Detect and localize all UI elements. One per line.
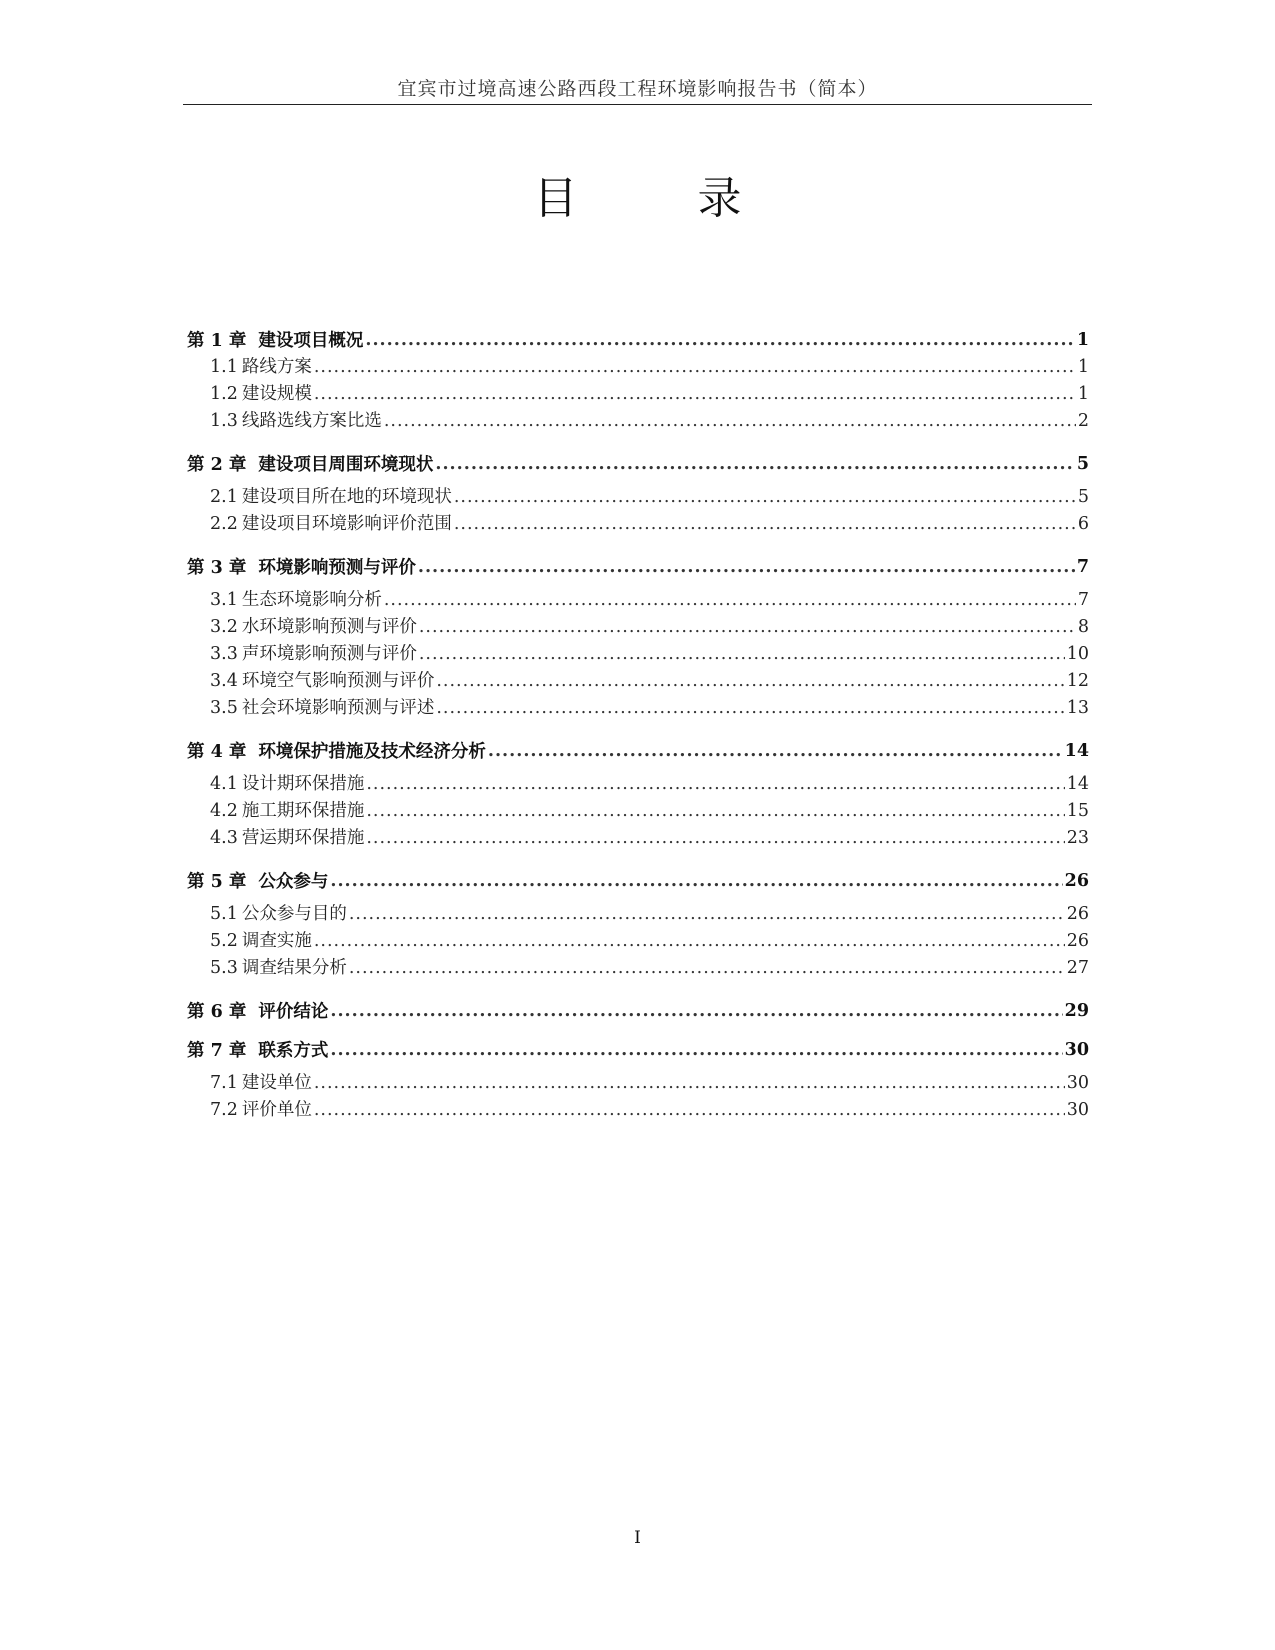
toc-entry-number: 第 7 章	[187, 1041, 247, 1061]
toc-entry-text: 设计期环保措施	[241, 774, 365, 794]
toc-page-number: 10	[1066, 644, 1089, 664]
toc-page-number: 5	[1076, 453, 1089, 474]
toc-page-number: 15	[1066, 801, 1089, 821]
toc-entry-text: 评价结论	[258, 1002, 329, 1022]
toc-entry-label	[210, 1069, 312, 1094]
toc-entry-text: 施工期环保措施	[241, 801, 365, 821]
toc-spacer	[187, 851, 1089, 861]
toc-entry-number: 3.3	[210, 644, 238, 664]
running-header: 宜宾市过境高速公路西段工程环境影响报告书（简本）	[397, 78, 878, 100]
toc-entry-label	[187, 738, 486, 763]
toc-entry-text: 建设项目所在地的环境现状	[241, 487, 452, 507]
toc-entry-text: 路线方案	[241, 357, 312, 377]
toc-entry-number: 5.2	[210, 931, 238, 951]
toc-entry-number: 2.1	[210, 487, 238, 507]
toc-section-entry[interactable]	[187, 640, 1089, 667]
toc-entry-number: 4.3	[210, 828, 238, 848]
toc-entry-text: 公众参与	[258, 872, 329, 892]
toc-entry-text: 公众参与目的	[241, 904, 347, 924]
toc-dot-leader	[436, 671, 1064, 691]
toc-entry-number: 第 3 章	[187, 558, 247, 578]
toc-entry-text: 建设项目环境影响评价范围	[241, 514, 452, 534]
toc-entry-text: 建设单位	[241, 1073, 312, 1093]
toc-entry-text: 调查结果分析	[241, 958, 347, 978]
toc-entry-number: 第 2 章	[187, 455, 247, 475]
toc-page-number: 8	[1077, 617, 1089, 637]
toc-dot-leader	[419, 644, 1065, 664]
toc-dot-leader	[418, 557, 1075, 577]
toc-page-number: 7	[1077, 590, 1089, 610]
toc-page-number: 1	[1077, 384, 1089, 404]
toc-section-entry[interactable]	[187, 667, 1089, 694]
toc-dot-leader	[454, 487, 1076, 507]
toc-page-number: 26	[1066, 904, 1089, 924]
toc-entry-text: 社会环境影响预测与评述	[241, 698, 435, 718]
toc-entry-label	[210, 900, 347, 925]
toc-dot-leader	[314, 357, 1076, 377]
toc-dot-leader	[366, 828, 1064, 848]
toc-entry-number: 第 1 章	[187, 331, 247, 351]
toc-entry-number: 第 5 章	[187, 872, 247, 892]
toc-entry-label	[187, 1037, 328, 1062]
toc-entry-label	[210, 483, 452, 508]
toc-entry-text: 声环境影响预测与评价	[241, 644, 417, 664]
toc-dot-leader	[330, 1040, 1062, 1060]
toc-entry-label	[187, 327, 363, 352]
toc-section-entry[interactable]	[187, 613, 1089, 640]
toc-chapter-entry[interactable]	[187, 1030, 1089, 1069]
toc-entry-label	[210, 613, 417, 638]
toc-page-number: 1	[1077, 357, 1089, 377]
toc-page-number: 2	[1077, 411, 1089, 431]
toc-entry-text: 建设规模	[241, 384, 312, 404]
toc-page-number: 1	[1076, 329, 1089, 350]
toc-page-number: 5	[1077, 487, 1089, 507]
toc-spacer	[187, 721, 1089, 731]
toc-entry-number: 5.1	[210, 904, 238, 924]
toc-page-number: 6	[1077, 514, 1089, 534]
toc-entry-number: 1.3	[210, 411, 238, 431]
toc-chapter-entry[interactable]	[187, 444, 1089, 483]
toc-section-entry[interactable]	[187, 380, 1089, 407]
toc-entry-number: 第 6 章	[187, 1002, 247, 1022]
toc-entry-label	[210, 380, 312, 405]
toc-entry-number: 4.2	[210, 801, 238, 821]
toc-entry-label	[210, 797, 364, 822]
page-number: I	[634, 1528, 641, 1548]
toc-spacer	[187, 981, 1089, 991]
toc-entry-label	[210, 586, 382, 611]
toc-dot-leader	[365, 330, 1074, 350]
toc-page-number: 26	[1064, 870, 1089, 891]
toc-page-number: 30	[1066, 1073, 1089, 1093]
toc-entry-number: 4.1	[210, 774, 238, 794]
page-title: 目 录	[533, 173, 780, 224]
toc-spacer	[187, 434, 1089, 444]
toc-section-entry[interactable]	[187, 353, 1089, 380]
toc-dot-leader	[384, 590, 1076, 610]
toc-entry-text: 联系方式	[258, 1041, 329, 1061]
toc-entry-number: 1.1	[210, 357, 238, 377]
toc-page-number: 30	[1066, 1100, 1089, 1120]
toc-section-entry[interactable]	[187, 694, 1089, 721]
toc-entry-number: 第 4 章	[187, 742, 247, 762]
toc-entry-text: 环境影响预测与评价	[258, 558, 416, 578]
toc-page-number: 27	[1066, 958, 1089, 978]
toc-entry-text: 环境保护措施及技术经济分析	[258, 742, 486, 762]
toc-entry-number: 3.1	[210, 590, 238, 610]
table-of-contents	[187, 326, 1089, 1123]
toc-entry-number: 3.4	[210, 671, 238, 691]
toc-entry-label	[210, 510, 452, 535]
toc-dot-leader	[314, 1100, 1065, 1120]
toc-entry-number: 2.2	[210, 514, 238, 534]
toc-dot-leader	[436, 698, 1064, 718]
toc-page-number: 23	[1066, 828, 1089, 848]
toc-dot-leader	[366, 801, 1064, 821]
toc-section-entry[interactable]	[187, 770, 1089, 797]
toc-dot-leader	[330, 1001, 1062, 1021]
toc-section-entry[interactable]	[187, 954, 1089, 981]
toc-entry-text: 评价单位	[241, 1100, 312, 1120]
toc-section-entry[interactable]	[187, 586, 1089, 613]
toc-dot-leader	[454, 514, 1076, 534]
toc-page-number: 30	[1064, 1039, 1089, 1060]
toc-entry-number: 3.5	[210, 698, 238, 718]
toc-chapter-entry[interactable]	[187, 991, 1089, 1030]
toc-entry-label	[210, 927, 312, 952]
toc-entry-text: 线路选线方案比选	[241, 411, 382, 431]
toc-entry-label	[210, 667, 434, 692]
toc-entry-label	[187, 868, 328, 893]
toc-entry-label	[210, 954, 347, 979]
toc-dot-leader	[314, 1073, 1065, 1093]
toc-dot-leader	[435, 454, 1074, 474]
toc-entry-number: 1.2	[210, 384, 238, 404]
toc-section-entry[interactable]	[187, 824, 1089, 851]
toc-entry-text: 建设项目周围环境现状	[258, 455, 434, 475]
toc-entry-text: 生态环境影响分析	[241, 590, 382, 610]
toc-entry-label	[187, 554, 416, 579]
toc-entry-label	[210, 694, 434, 719]
header-rule	[183, 104, 1092, 105]
toc-entry-text: 水环境影响预测与评价	[241, 617, 417, 637]
toc-entry-label	[210, 407, 382, 432]
toc-entry-text: 营运期环保措施	[241, 828, 365, 848]
toc-entry-label	[210, 353, 312, 378]
toc-page-number: 26	[1066, 931, 1089, 951]
toc-page-number: 14	[1066, 774, 1089, 794]
toc-entry-label	[187, 998, 328, 1023]
toc-section-entry[interactable]	[187, 407, 1089, 434]
toc-chapter-entry[interactable]	[187, 547, 1089, 586]
toc-entry-label	[210, 640, 417, 665]
toc-dot-leader	[366, 774, 1064, 794]
toc-section-entry[interactable]	[187, 510, 1089, 537]
toc-section-entry[interactable]	[187, 1096, 1089, 1123]
toc-entry-number: 7.1	[210, 1073, 238, 1093]
toc-entry-text: 环境空气影响预测与评价	[241, 671, 435, 691]
toc-dot-leader	[419, 617, 1076, 637]
toc-chapter-entry[interactable]	[187, 731, 1089, 770]
toc-entry-label	[210, 824, 364, 849]
toc-entry-number: 3.2	[210, 617, 238, 637]
toc-dot-leader	[349, 958, 1065, 978]
toc-page-number: 29	[1064, 1000, 1089, 1021]
toc-section-entry[interactable]	[187, 797, 1089, 824]
toc-dot-leader	[314, 931, 1065, 951]
toc-entry-label	[210, 770, 364, 795]
toc-entry-label	[210, 1096, 312, 1121]
toc-section-entry[interactable]	[187, 927, 1089, 954]
toc-entry-text: 建设项目概况	[258, 331, 364, 351]
toc-section-entry[interactable]	[187, 1069, 1089, 1096]
toc-section-entry[interactable]	[187, 483, 1089, 510]
toc-chapter-entry[interactable]	[187, 861, 1089, 900]
toc-dot-leader	[384, 411, 1076, 431]
toc-entry-label	[187, 451, 433, 476]
toc-page-number: 12	[1066, 671, 1089, 691]
toc-dot-leader	[314, 384, 1076, 404]
toc-page-number: 14	[1064, 740, 1089, 761]
toc-entry-number: 7.2	[210, 1100, 238, 1120]
toc-page-number: 7	[1076, 556, 1089, 577]
toc-entry-number: 5.3	[210, 958, 238, 978]
toc-chapter-entry[interactable]	[187, 326, 1089, 353]
toc-dot-leader	[488, 741, 1063, 761]
toc-dot-leader	[330, 871, 1062, 891]
toc-dot-leader	[349, 904, 1065, 924]
toc-spacer	[187, 537, 1089, 547]
toc-page-number: 13	[1066, 698, 1089, 718]
toc-entry-text: 调查实施	[241, 931, 312, 951]
toc-section-entry[interactable]	[187, 900, 1089, 927]
